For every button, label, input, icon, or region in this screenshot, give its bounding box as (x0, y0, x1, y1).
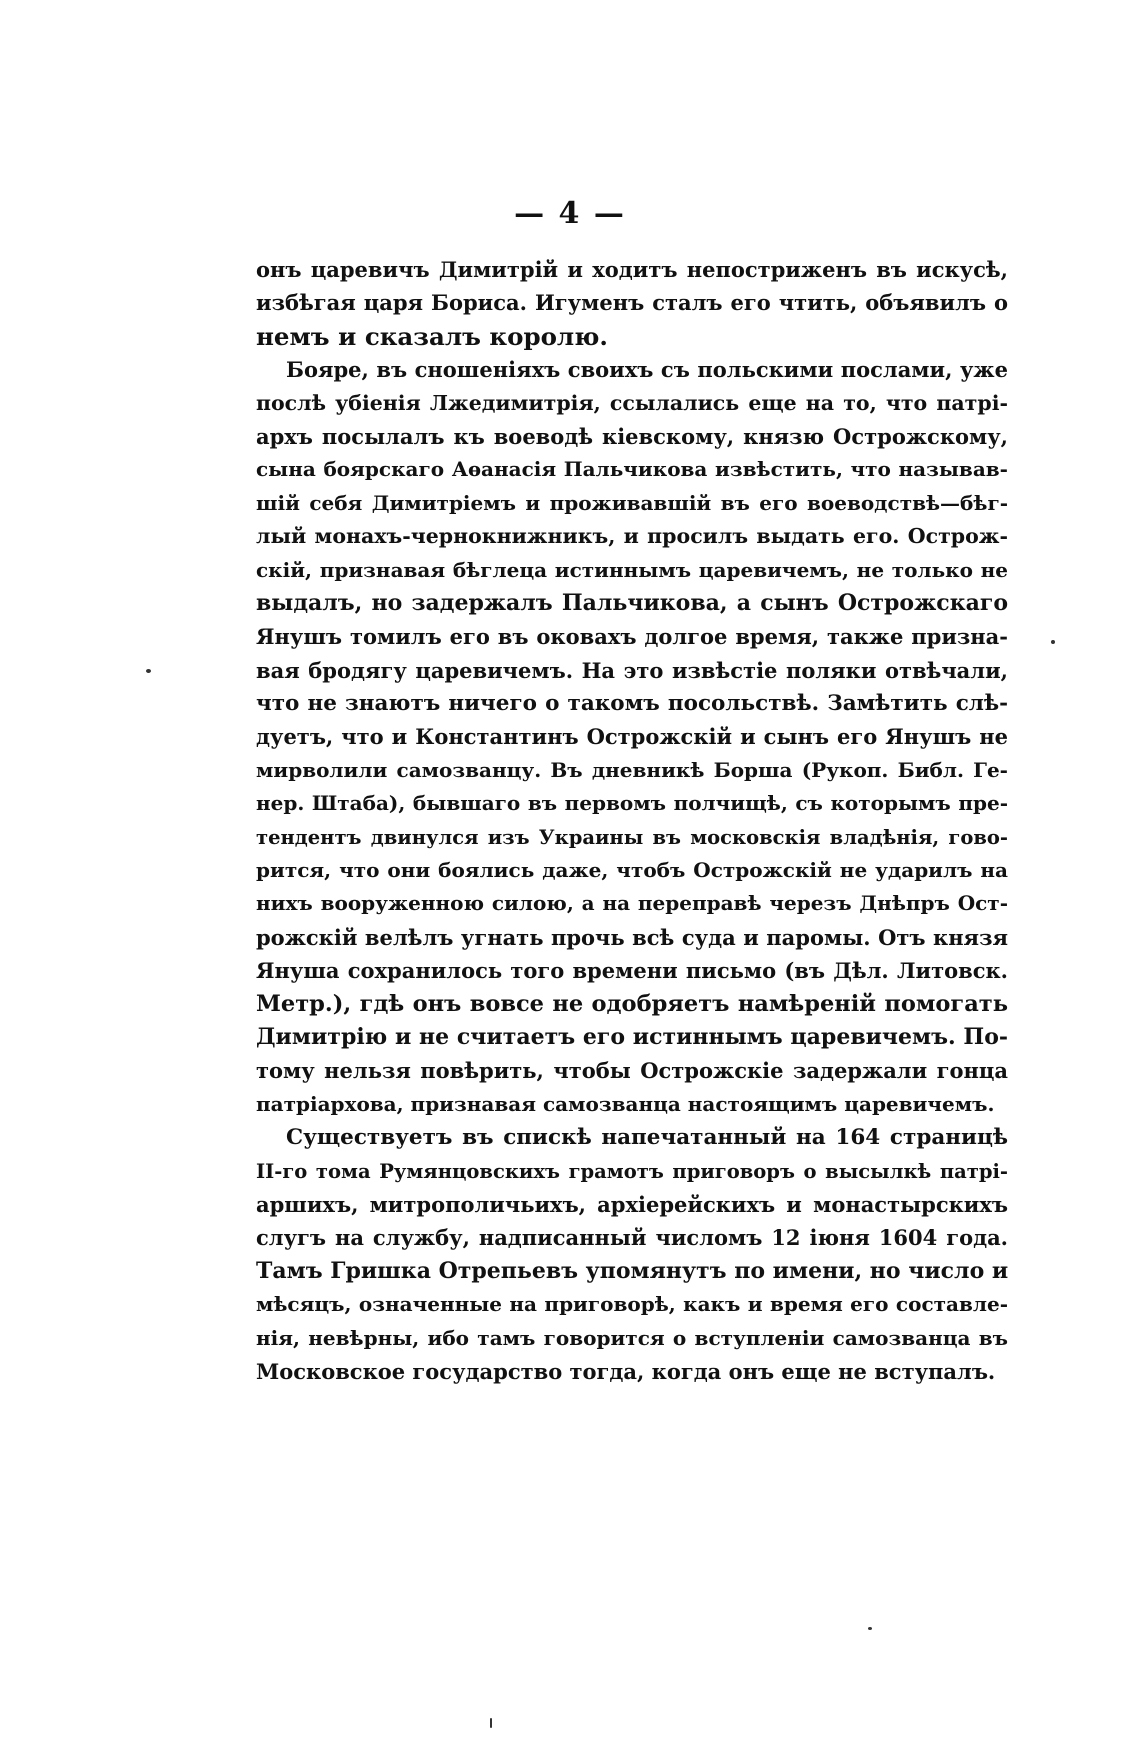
text-line: что не знаютъ ничего о такомъ посольствѣ. Замѣтить слѣ- (256, 691, 1008, 717)
text-line: Бояре, въ сношеніяхъ своихъ съ польскими послами, уже (286, 357, 1008, 383)
text-line: немъ и сказалъ королю. (256, 321, 608, 351)
text-line: выдалъ, но задержалъ Пальчикова, а сынъ Острожскаго (256, 589, 1008, 616)
text-line: нихъ вооруженною силою, а на переправѣ черезъ Днѣпръ Ост- (256, 891, 1008, 916)
text-line: рожскій велѣлъ угнать прочь всѣ суда и паромы. Отъ князя (256, 924, 1008, 950)
text-line: дуетъ, что и Константинъ Острожскій и сынъ его Янушъ не (256, 724, 1008, 750)
text-line: избѣгая царя Бориса. Игуменъ сталъ его чтить, объявилъ о (256, 290, 1008, 316)
text-line: Янушъ томилъ его въ оковахъ долгое время, также призна- (256, 624, 1008, 650)
scan-speck (868, 1627, 872, 1630)
text-line: архъ посылалъ къ воеводѣ кіевскому, князю Острожскому, (256, 423, 1008, 449)
text-line: Метр.), гдѣ онъ вовсе не одобряетъ намѣреній помогать (256, 990, 1008, 1017)
text-line: рится, что они боялись даже, чтобъ Острожскій не ударилъ на (256, 858, 1008, 883)
page-number: — 4 — (514, 196, 626, 231)
text-line: скій, признавая бѣглеца истиннымъ царевичемъ, не только не (256, 557, 1008, 582)
scan-speck (146, 669, 151, 673)
text-line: сына боярскаго Аѳанасія Пальчикова извѣстить, что называв- (256, 457, 1008, 482)
text-line: тому нельзя повѣрить, чтобы Острожскіе задержали гонца (256, 1058, 1008, 1084)
text-line: лый монахъ-чернокнижникъ, и просилъ выдать его. Острож- (256, 524, 1008, 549)
text-line: Димитрію и не считаетъ его истиннымъ царевичемъ. По- (256, 1023, 1008, 1050)
text-line: II-го тома Румянцовскихъ грамотъ приговоръ о высылкѣ патрі- (256, 1159, 1008, 1183)
text-line: Существуетъ въ спискѣ напечатанный на 164 страницѣ (286, 1125, 1008, 1151)
scan-speck (1051, 640, 1055, 644)
paragraph-3 (256, 1121, 1008, 1388)
text-line: Тамъ Гришка Отрепьевъ упомянутъ по имени, но число и (256, 1257, 1009, 1284)
text-line: мѣсяцъ, означенные на приговорѣ, какъ и время его составле- (256, 1292, 1008, 1317)
text-line: послѣ убіенія Лжедимитрія, ссылались еще на то, что патрі- (256, 390, 1008, 415)
text-line: тендентъ двинулся изъ Украины въ московскія владѣнія, гово- (256, 825, 1008, 849)
text-line: вая бродягу царевичемъ. На это извѣстіе поляки отвѣчали, (256, 657, 1008, 683)
text-line: нія, невѣрны, ибо тамъ говорится о вступленіи самозванца въ (256, 1325, 1008, 1350)
text-line: онъ царевичъ Димитрій и ходитъ непостриженъ въ искусѣ, (256, 257, 1008, 282)
text-line: Януша сохранилось того времени письмо (въ Дѣл. Литовск. (256, 958, 1008, 984)
text-line: патріархова, признавая самозванца настоящимъ царевичемъ. (256, 1091, 995, 1116)
text-line: Московское государство тогда, когда онъ еще не вступалъ. (256, 1358, 996, 1384)
text-line: шій себя Димитріемъ и проживавшій въ его воеводствѣ—бѣг- (256, 490, 1008, 515)
body-text (256, 253, 1008, 1388)
text-line: слугъ на службу, надписанный числомъ 12 іюня 1604 года. (256, 1225, 1008, 1251)
paragraph-2 (256, 353, 1008, 1121)
scan-speck (490, 1718, 492, 1728)
text-line: мирволили самозванцу. Въ дневникѣ Борша (Рукоп. Библ. Ге- (256, 757, 1008, 782)
text-line: нер. Штаба), бывшаго въ первомъ полчищѣ, съ которымъ пре- (256, 791, 1008, 816)
text-line: аршихъ, митрополичьихъ, архіерейскихъ и монастырскихъ (256, 1191, 1008, 1217)
paragraph-1 (256, 253, 1008, 353)
